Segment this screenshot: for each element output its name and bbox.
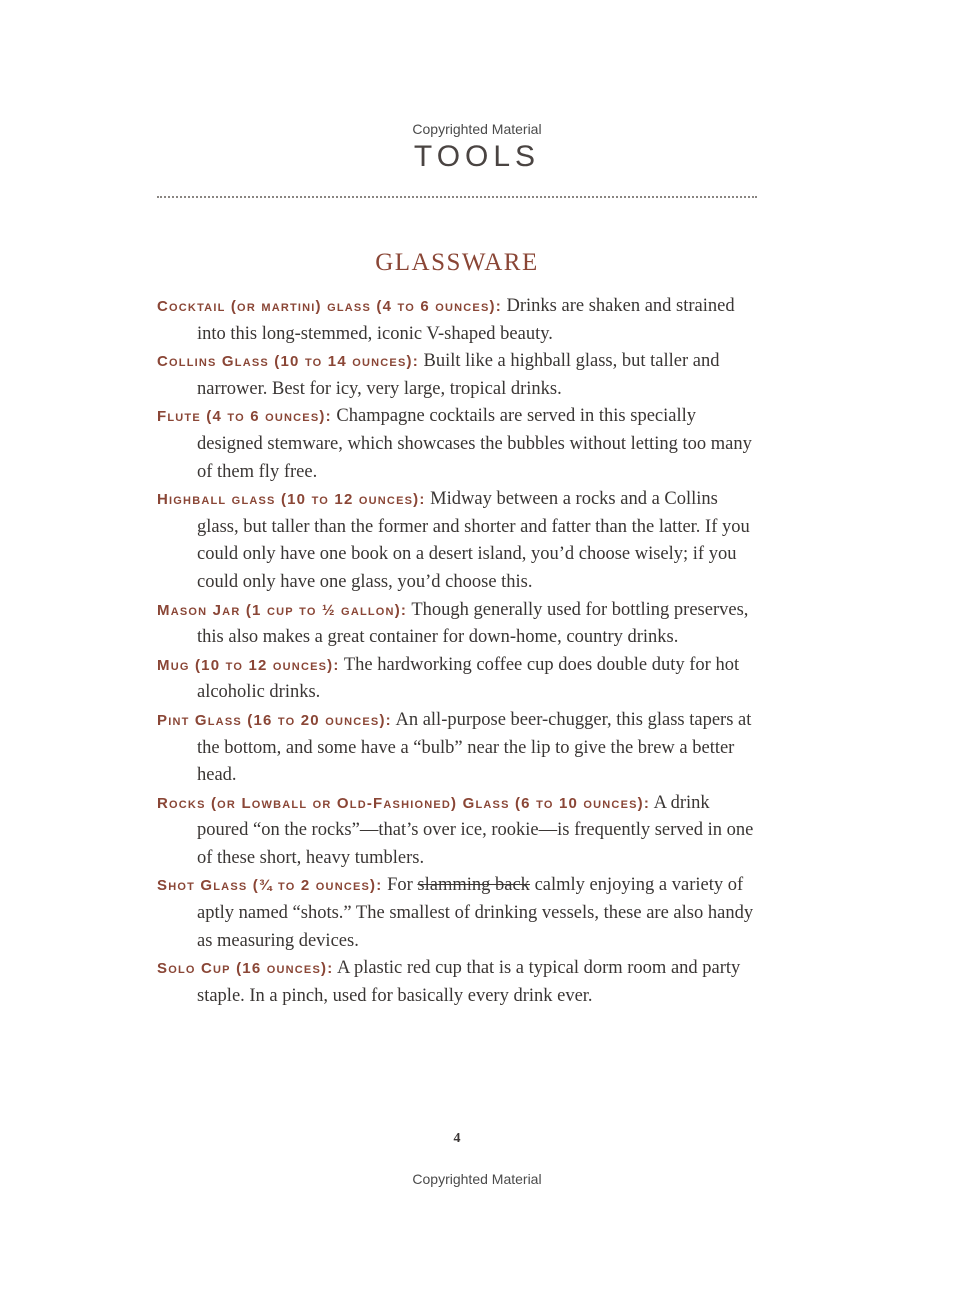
glossary-entry-pint-glass [157,707,761,790]
entry-term: Rocks (or Lowball or Old-Fashioned) Glass (6 to 10 ounces): [157,794,651,812]
entry-description: Champagne cocktails are served in this specially designed stemware, which showcases the bubbles without letting too many of them fly free. [197,406,752,482]
struck-text: slamming back [417,875,530,896]
entry-description-pre: For [382,875,418,896]
glossary-entry-solo-cup [157,955,761,1010]
glossary-entry-cocktail-glass [157,293,761,348]
entry-term: Mug (10 to 12 ounces): [157,656,340,674]
entry-term: Solo Cup (16 ounces): [157,960,334,978]
glossary-entry-mug [157,652,761,707]
entry-term: Cocktail (or martini) glass (4 to 6 ounces): [157,298,502,315]
section-title: GLASSWARE [375,249,539,276]
entry-description: Drinks are shaken and strained into this long-stemmed, iconic V-shaped beauty. [197,296,735,344]
entry-description: Midway between a rocks and a Collins glass, but taller than the former and shorter and fatter than the latter. If you could only have one book on a desert island, you’d choose wisely; if you could only have one glass, you’d choose this. [197,489,750,592]
entry-description-post: calmly enjoying a variety of aptly named “shots.” The smallest of drinking vessels, these are also handy as measuring devices. [197,875,754,951]
entry-description: A plastic red cup that is a typical dorm room and party staple. In a pinch, used for basically every drink ever. [197,958,741,1006]
entry-description: Built like a highball glass, but taller and narrower. Best for icy, very large, tropical drinks. [197,351,720,399]
entry-description: A drink poured “on the rocks”—that’s over ice, rookie—is frequently served in one of these short, heavy tumblers. [197,792,754,868]
glossary-entry-shot-glass [157,872,761,955]
glossary-entry-mason-jar [157,597,761,652]
entry-term: Mason Jar (1 cup to ½ gallon): [157,601,408,619]
entry-term: Highball glass (10 to 12 ounces): [157,491,426,509]
dotted-divider [157,196,757,198]
entry-description: An all-purpose beer-chugger, this glass tapers at the bottom, and some have a “bulb” near the lip to give the brew a better head. [197,709,752,786]
entry-term: Flute (4 to 6 ounces): [157,408,332,426]
page-number: 4 [453,1131,461,1146]
entry-term: Collins Glass (10 to 14 ounces): [157,353,419,371]
entry-description: The hardworking coffee cup does double duty for hot alcoholic drinks. [197,654,740,703]
copyright-notice-top: Copyrighted Material [412,121,542,137]
glossary-entry-collins-glass [157,348,761,403]
glossary-entry-rocks-glass [157,790,761,873]
copyright-notice-bottom: Copyrighted Material [412,1171,542,1187]
entry-term: Pint Glass (16 to 20 ounces): [157,711,392,729]
glassware-list [157,293,761,1010]
chapter-title: TOOLS [413,140,541,173]
glossary-entry-flute [157,403,761,486]
glossary-entry-highball-glass [157,486,761,596]
entry-description: Though generally used for bottling preserves, this also makes a great container for down-home, country drinks. [197,599,749,648]
entry-term: Shot Glass (¾ to 2 ounces): [157,877,383,895]
